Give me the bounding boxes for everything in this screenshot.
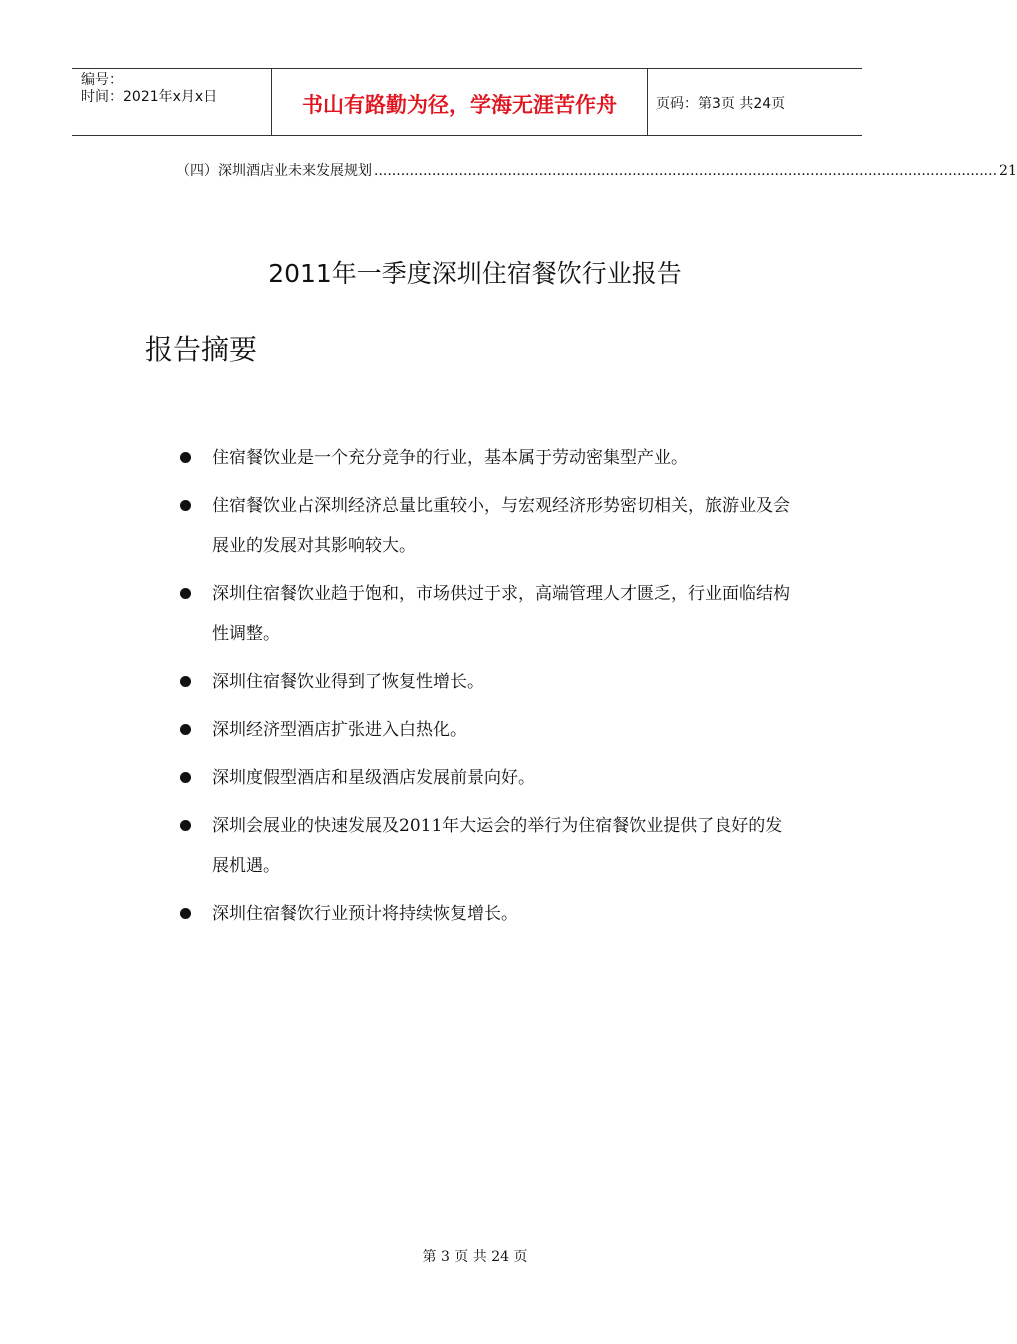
document-title: 2011年一季度深圳住宿餐饮行业报告 bbox=[268, 259, 682, 288]
list-item bbox=[176, 438, 796, 478]
bullet-icon bbox=[180, 676, 191, 687]
header-page-info: 页码：第3页 共24页 bbox=[656, 96, 786, 112]
page-footer: 第 3 页 共 24 页 bbox=[422, 1249, 528, 1265]
toc-leader-dots: ............................................................................................................................................ bbox=[374, 163, 998, 179]
list-item bbox=[176, 758, 796, 798]
bullet-icon bbox=[180, 500, 191, 511]
header-table bbox=[72, 68, 862, 136]
bullet-icon bbox=[180, 588, 191, 599]
list-item bbox=[176, 806, 796, 886]
bullet-icon bbox=[180, 820, 191, 831]
bullet-icon bbox=[180, 772, 191, 783]
list-item-text: 深圳经济型酒店扩张进入白热化。 bbox=[212, 720, 467, 740]
list-item bbox=[176, 574, 796, 654]
list-item-text: 深圳会展业的快速发展及2011年大运会的举行为住宿餐饮业提供了良好的发展机遇。 bbox=[212, 816, 783, 876]
list-item-text: 深圳度假型酒店和星级酒店发展前景向好。 bbox=[212, 768, 535, 788]
bullet-icon bbox=[180, 452, 191, 463]
list-item-text: 深圳住宿餐饮业得到了恢复性增长。 bbox=[212, 672, 484, 692]
summary-bullet-list bbox=[176, 438, 796, 942]
toc-entry-text: （四）深圳酒店业未来发展规划 bbox=[176, 163, 372, 179]
list-item-text: 住宿餐饮业是一个充分竞争的行业，基本属于劳动密集型产业。 bbox=[212, 448, 688, 468]
toc-entry-page: 21 bbox=[999, 163, 1017, 179]
list-item-text: 住宿餐饮业占深圳经济总量比重较小，与宏观经济形势密切相关，旅游业及会展业的发展对其影响较大。 bbox=[212, 496, 790, 556]
bullet-icon bbox=[180, 724, 191, 735]
section-title: 报告摘要 bbox=[145, 333, 258, 366]
toc-entry[interactable] bbox=[176, 160, 1017, 180]
list-item bbox=[176, 662, 796, 702]
header-number-label: 编号： bbox=[81, 72, 123, 88]
bullet-icon bbox=[180, 908, 191, 919]
list-item bbox=[176, 486, 796, 566]
list-item-text: 深圳住宿餐饮业趋于饱和，市场供过于求，高端管理人才匮乏，行业面临结构性调整。 bbox=[212, 584, 790, 644]
list-item bbox=[176, 710, 796, 750]
list-item bbox=[176, 894, 796, 934]
header-meta-cell bbox=[72, 69, 272, 135]
header-time-label: 时间：2021年x月x日 bbox=[81, 89, 218, 105]
list-item-text: 深圳住宿餐饮行业预计将持续恢复增长。 bbox=[212, 904, 518, 924]
header-motto: 书山有路勤为径，学海无涯苦作舟 bbox=[272, 69, 648, 135]
